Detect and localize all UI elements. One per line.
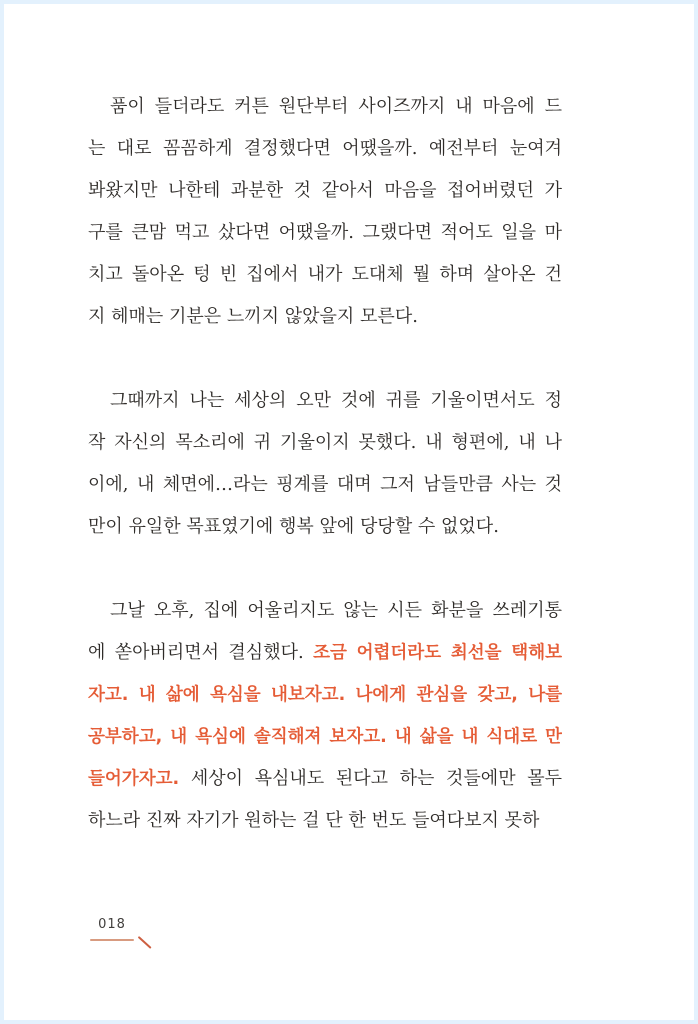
text-line [88,716,562,758]
text-line [88,422,562,464]
text-line [88,464,562,506]
body-text: 지 헤매는 기분은 느끼지 않았을지 모른다. [88,306,418,327]
body-text: 봐왔지만 나한테 과분한 것 같아서 마음을 접어버렸던 가 [88,180,562,201]
body-text: 하느라 진짜 자기가 원하는 걸 단 한 번도 들여다보지 못하 [88,810,540,831]
pen-tick-mark [138,936,152,949]
body-text: 는 대로 꼼꼼하게 결정했다면 어땠을까. 예전부터 눈여겨 [88,138,562,159]
paragraph [88,590,562,842]
body-text: 치고 돌아온 텅 빈 집에서 내가 도대체 뭘 하며 살아온 건 [88,264,562,285]
body-text: 품이 들더라도 커튼 원단부터 사이즈까지 내 마음에 드 [110,96,562,117]
body-text: 작 자신의 목소리에 귀 기울이지 못했다. 내 형편에, 내 나 [88,432,562,453]
text-line [88,170,562,212]
text-line [88,506,562,548]
body-text: 세상이 욕심내도 된다고 하는 것들에만 몰두 [179,768,562,789]
body-text: 만이 유일한 목표였기에 행복 앞에 당당할 수 없었다. [88,516,499,537]
page-number: 018 [98,917,126,932]
body-text: 에 쏟아버리면서 결심했다. [88,642,314,663]
text-line [88,758,562,800]
text-line [88,800,562,842]
accent-text: 공부하고, 내 욕심에 솔직해져 보자고. 내 삶을 내 식대로 만 [88,727,562,747]
accent-text: 들어가자고. [88,769,180,789]
body-text: 그날 오후, 집에 어울리지도 않는 시든 화분을 쓰레기통 [110,600,562,621]
paragraph [88,380,562,548]
body-text: 구를 큰맘 먹고 샀다면 어땠을까. 그랬다면 적어도 일을 마 [88,222,562,243]
text-line [88,128,562,170]
body-text: 이에, 내 체면에…라는 핑계를 대며 그저 남들만큼 사는 것 [88,474,562,495]
body-text: 그때까지 나는 세상의 오만 것에 귀를 기울이면서도 정 [110,390,562,411]
accent-text: 자고. 내 삶에 욕심을 내보자고. 나에게 관심을 갖고, 나를 [88,685,562,705]
page-number-underline [90,939,134,941]
text-line [88,632,562,674]
text-line [88,212,562,254]
paragraph [88,86,562,338]
text-line [88,590,562,632]
text-line [88,86,562,128]
accent-text: 조금 어렵더라도 최선을 택해보 [313,643,562,663]
text-line [88,380,562,422]
text-line [88,254,562,296]
text-line [88,296,562,338]
text-line [88,674,562,716]
text-block [88,86,562,884]
